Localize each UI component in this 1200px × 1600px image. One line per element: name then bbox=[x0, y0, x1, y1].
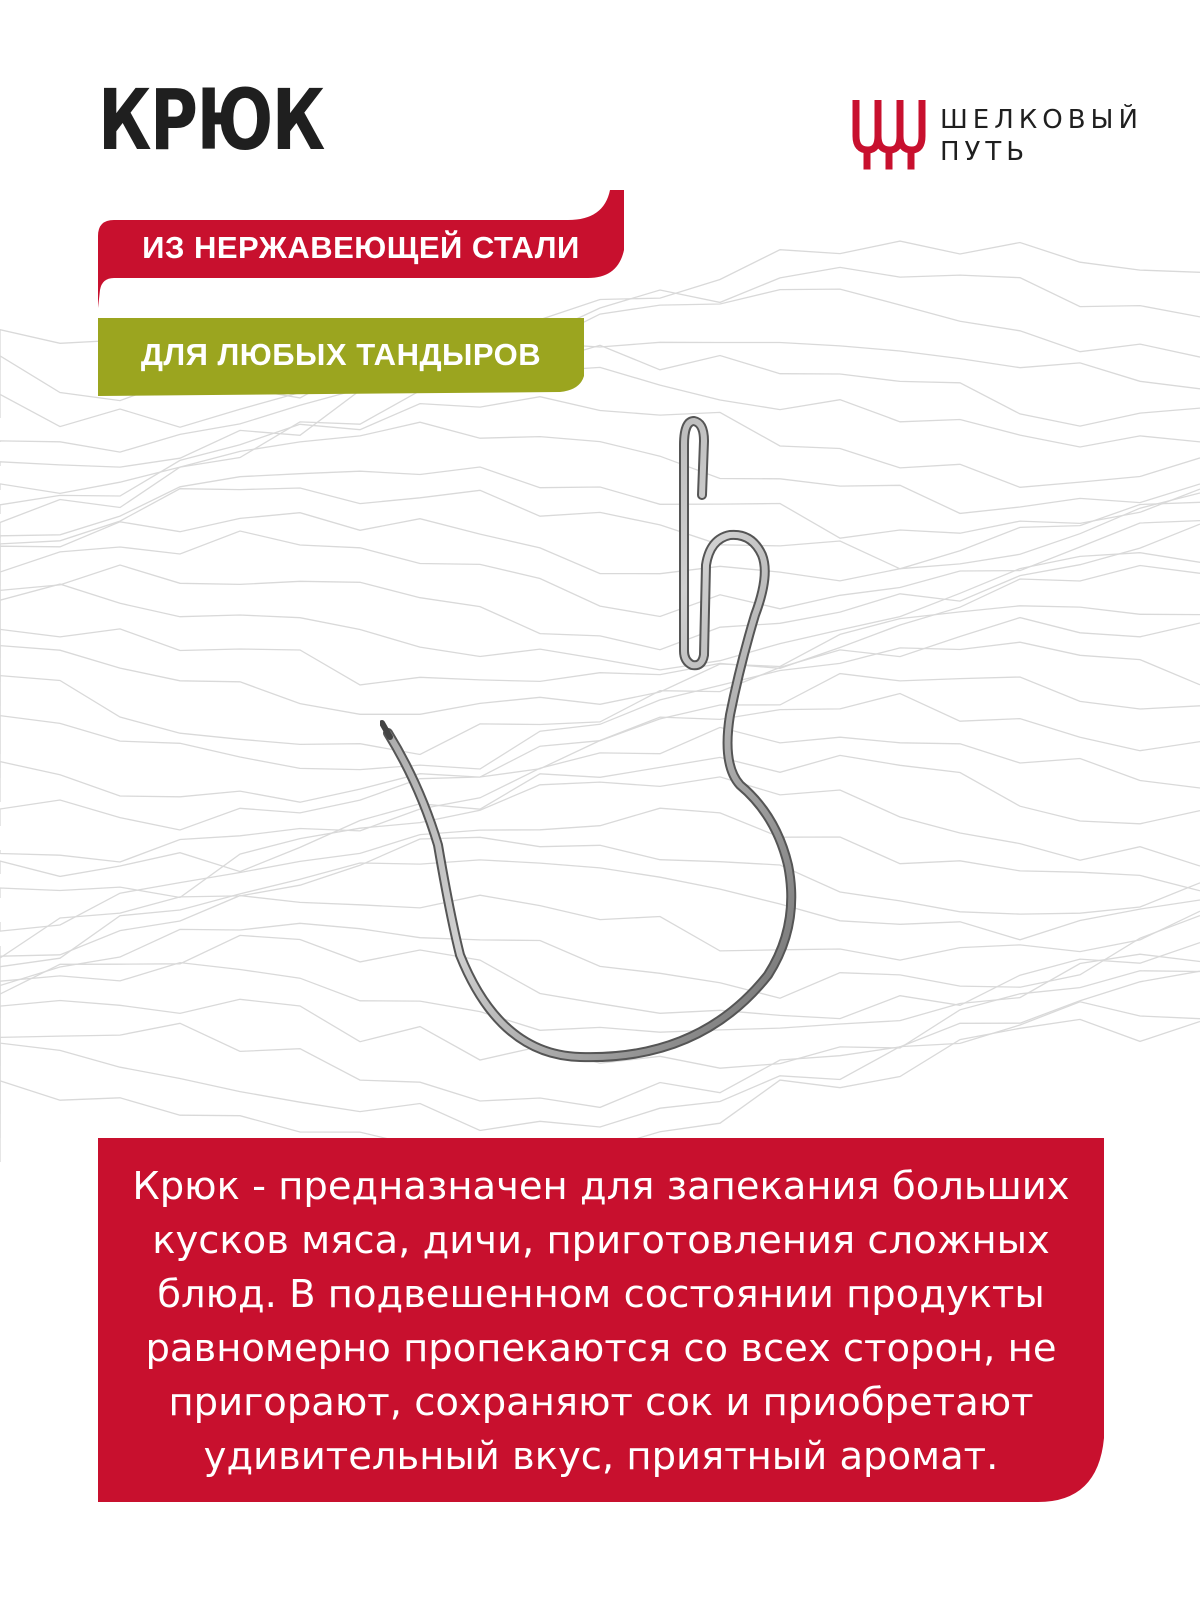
silk-road-monogram-icon bbox=[850, 100, 930, 170]
page-title: КРЮК bbox=[98, 71, 324, 169]
brand-name-line1: ШЕЛКОВЫЙ bbox=[940, 105, 1143, 135]
brand-logo bbox=[850, 100, 1143, 170]
stainless-steel-hook bbox=[380, 415, 810, 1105]
brand-name-line2: ПУТЬ bbox=[940, 137, 1030, 167]
badge-stainless-steel bbox=[98, 190, 624, 308]
badge-any-tandoor bbox=[98, 318, 584, 396]
description-panel bbox=[98, 1138, 1104, 1502]
badge-label: ИЗ НЕРЖАВЕЮЩЕЙ СТАЛИ bbox=[142, 230, 580, 265]
description-text: Крюк - предназначен для запекания больших кусков мяса, дичи, приготовления сложных блюд. В подвешенном состоянии продукты равномерно пропекаются со всех сторон, не пригорают, сохраняют сок и приобретают удивительный вкус, приятный аромат. bbox=[132, 1164, 1070, 1479]
badge-label: ДЛЯ ЛЮБЫХ ТАНДЫРОВ bbox=[140, 337, 542, 372]
